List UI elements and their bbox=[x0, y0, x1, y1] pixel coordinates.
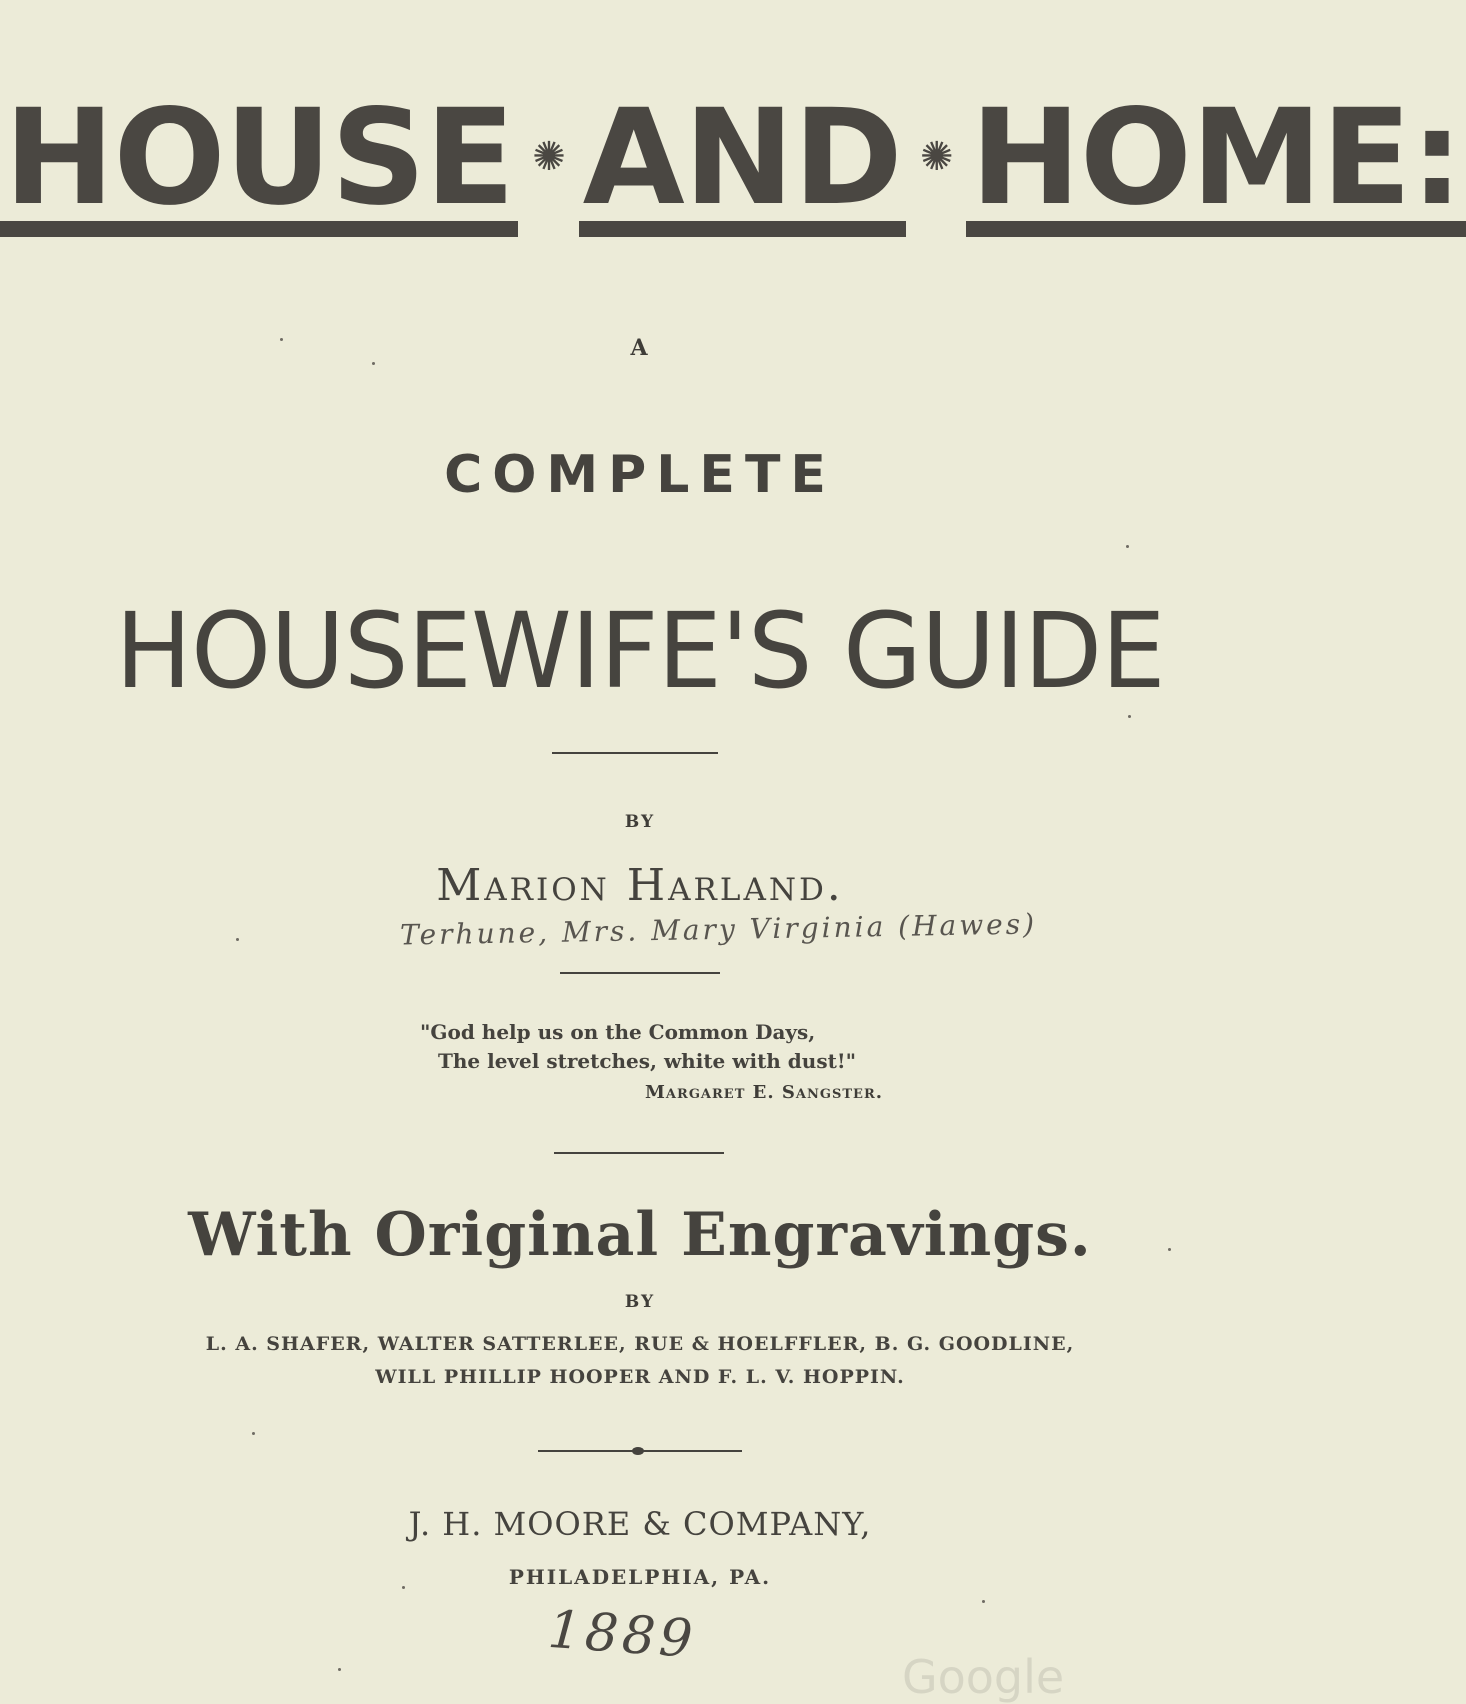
author-name: Marion Harland. bbox=[436, 860, 844, 911]
divider-rule bbox=[554, 1152, 724, 1154]
paper-speck bbox=[280, 338, 283, 341]
paper-speck bbox=[372, 362, 375, 365]
title-word-house: HOUSE bbox=[0, 96, 518, 237]
engravers-line: L. A. SHAFER, WALTER SATTERLEE, RUE & HOELFFLER, B. G. GOODLINE, bbox=[205, 1333, 1075, 1355]
divider-rule bbox=[552, 752, 718, 754]
paper-speck bbox=[1168, 1248, 1171, 1251]
by-label: BY bbox=[624, 812, 656, 832]
handwritten-annotation: Terhune, Mrs. Mary Virginia (Hawes) bbox=[399, 907, 1038, 952]
divider-rule bbox=[560, 972, 720, 974]
paper-speck bbox=[982, 1600, 985, 1603]
paper-speck bbox=[252, 1432, 255, 1435]
title-separator-ornament: ✺ bbox=[919, 133, 953, 180]
engravings-heading: With Original Engravings. bbox=[188, 1200, 1092, 1270]
epigraph-line: The level stretches, white with dust!" bbox=[438, 1049, 857, 1073]
epigraph-attribution: Margaret E. Sangster. bbox=[645, 1082, 884, 1103]
paper-speck bbox=[236, 938, 239, 941]
publisher-city: PHILADELPHIA, PA. bbox=[508, 1565, 772, 1589]
paper-speck bbox=[338, 1668, 341, 1671]
ornamental-divider bbox=[538, 1450, 742, 1452]
book-title bbox=[0, 81, 1463, 237]
paper-speck bbox=[1126, 545, 1129, 548]
by-label: BY bbox=[624, 1292, 656, 1312]
epigraph bbox=[420, 1018, 856, 1076]
subtitle-housewifes-guide: HOUSEWIFE'S GUIDE bbox=[115, 590, 1165, 712]
epigraph-line: "God help us on the Common Days, bbox=[420, 1020, 816, 1044]
engravers-line: WILL PHILLIP HOOPER AND F. L. V. HOPPIN. bbox=[375, 1366, 905, 1388]
paper-speck bbox=[1128, 715, 1131, 718]
publisher-name: J. H. MOORE & COMPANY, bbox=[408, 1505, 872, 1543]
subtitle-complete: COMPLETE bbox=[444, 445, 836, 505]
title-word-home: HOME: bbox=[966, 96, 1466, 237]
subtitle-article: A bbox=[630, 335, 650, 361]
handwritten-year: 1889 bbox=[546, 1599, 699, 1671]
title-word-and: AND bbox=[579, 96, 906, 237]
title-separator-ornament: ✺ bbox=[532, 133, 565, 180]
paper-speck bbox=[402, 1586, 405, 1589]
watermark-logo: Google bbox=[902, 1650, 1065, 1704]
